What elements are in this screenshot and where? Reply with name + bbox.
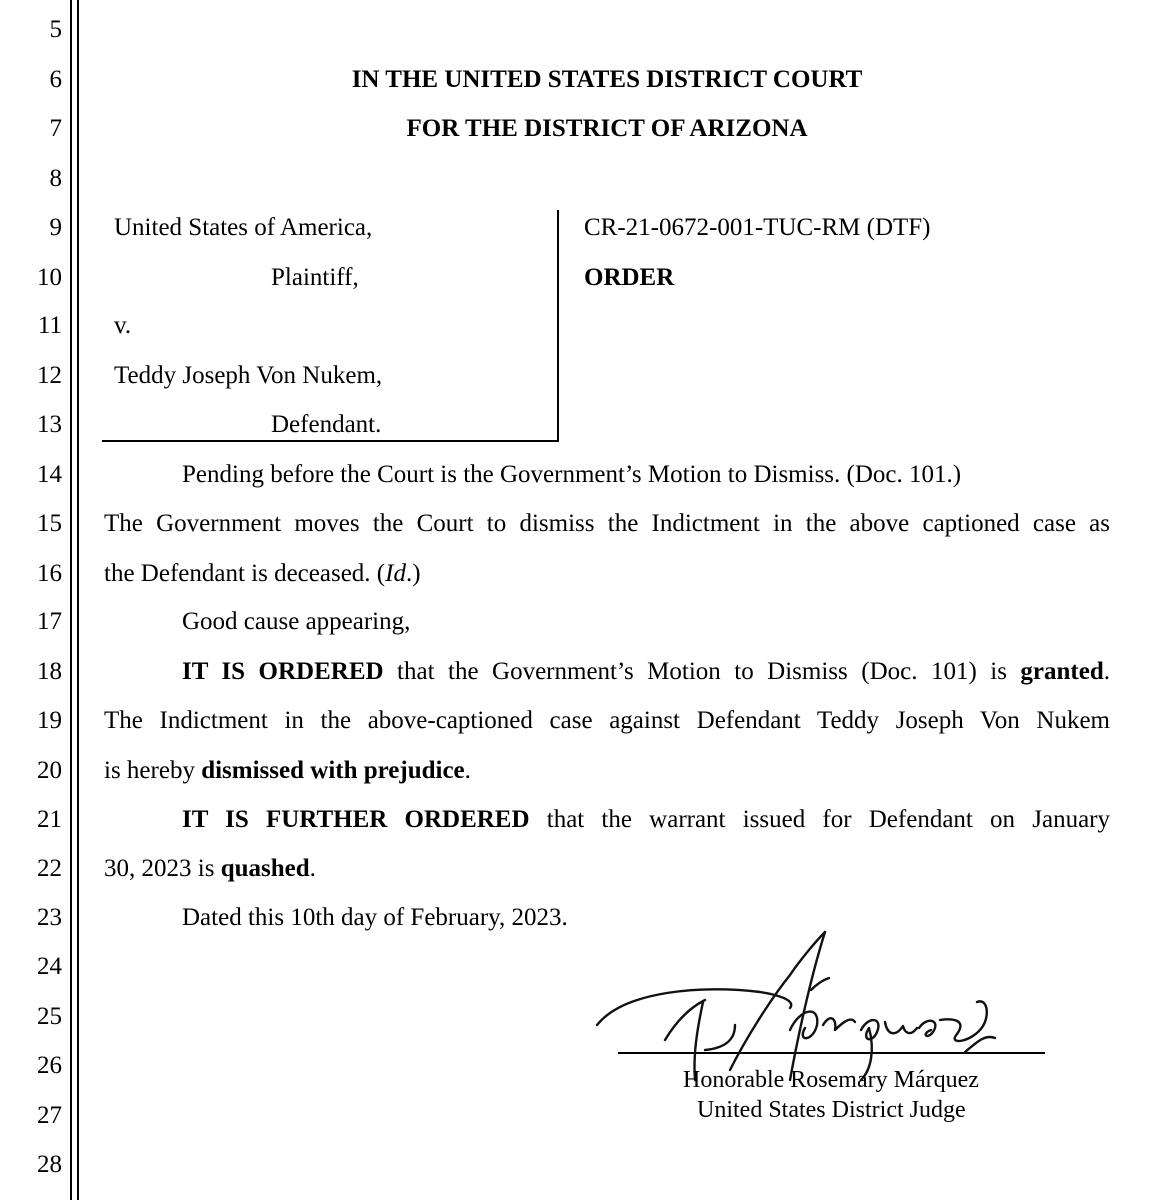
plaintiff-name: United States of America, bbox=[114, 214, 373, 241]
court-name-line-2: FOR THE DISTRICT OF ARIZONA bbox=[406, 115, 808, 142]
defendant-name: Teddy Joseph Von Nukem, bbox=[114, 362, 383, 389]
line-number: 23 bbox=[37, 904, 62, 931]
margin-rule-right bbox=[77, 0, 79, 1200]
paragraph-1-line-3: the Defendant is deceased. (Id.) bbox=[104, 560, 421, 587]
defendant-role: Defendant. bbox=[271, 411, 382, 438]
line-number: 24 bbox=[37, 953, 62, 980]
paragraph-4-line-2: 30, 2023 is quashed. bbox=[104, 855, 316, 882]
paragraph-3-line-1: IT IS ORDERED that the Government’s Motion to Dismiss (Doc. 101) is granted. bbox=[182, 658, 1110, 685]
line-number: 6 bbox=[49, 66, 62, 93]
line-number: 15 bbox=[37, 510, 62, 537]
line-number: 25 bbox=[37, 1003, 62, 1030]
margin-rule-left bbox=[70, 0, 72, 1200]
line-number: 20 bbox=[37, 757, 62, 784]
dated-line: Dated this 10th day of February, 2023. bbox=[182, 904, 568, 931]
paragraph-2: Good cause appearing, bbox=[182, 608, 411, 635]
caption-rule bbox=[102, 440, 559, 442]
caption-divider bbox=[557, 210, 559, 442]
line-number: 18 bbox=[37, 658, 62, 685]
case-number: CR-21-0672-001-TUC-RM (DTF) bbox=[584, 214, 931, 241]
line-number: 22 bbox=[37, 855, 62, 882]
paragraph-4-line-1: IT IS FURTHER ORDERED that the warrant issued for Defendant on January bbox=[182, 806, 1110, 833]
paragraph-3-line-3: is hereby dismissed with prejudice. bbox=[104, 757, 471, 784]
paragraph-3-line-2: The Indictment in the above-captioned case against Defendant Teddy Joseph Von Nukem bbox=[104, 707, 1110, 734]
line-number: 7 bbox=[49, 115, 62, 142]
paragraph-1-line-2: The Government moves the Court to dismiss the Indictment in the above captioned case as bbox=[104, 510, 1110, 537]
judge-name: Honorable Rosemary Márquez bbox=[683, 1067, 979, 1093]
line-number: 8 bbox=[49, 165, 62, 192]
line-number: 28 bbox=[37, 1151, 62, 1178]
line-number: 9 bbox=[49, 214, 62, 241]
court-name-line-1: IN THE UNITED STATES DISTRICT COURT bbox=[351, 66, 863, 93]
line-number: 14 bbox=[37, 461, 62, 488]
paragraph-1-line-1: Pending before the Court is the Government’s Motion to Dismiss. (Doc. 101.) bbox=[182, 461, 962, 488]
line-number: 16 bbox=[37, 560, 62, 587]
document-type: ORDER bbox=[584, 264, 675, 291]
line-number: 11 bbox=[37, 312, 62, 339]
judge-title: United States District Judge bbox=[697, 1097, 966, 1123]
line-number: 27 bbox=[37, 1102, 62, 1129]
line-number: 13 bbox=[37, 411, 62, 438]
line-number: 26 bbox=[37, 1052, 62, 1079]
line-number: 10 bbox=[37, 264, 62, 291]
line-number: 21 bbox=[37, 806, 62, 833]
plaintiff-role: Plaintiff, bbox=[271, 264, 359, 291]
line-number: 19 bbox=[37, 707, 62, 734]
line-number: 17 bbox=[37, 608, 62, 635]
versus: v. bbox=[114, 312, 132, 339]
line-number: 12 bbox=[37, 362, 62, 389]
line-number: 5 bbox=[49, 16, 62, 43]
